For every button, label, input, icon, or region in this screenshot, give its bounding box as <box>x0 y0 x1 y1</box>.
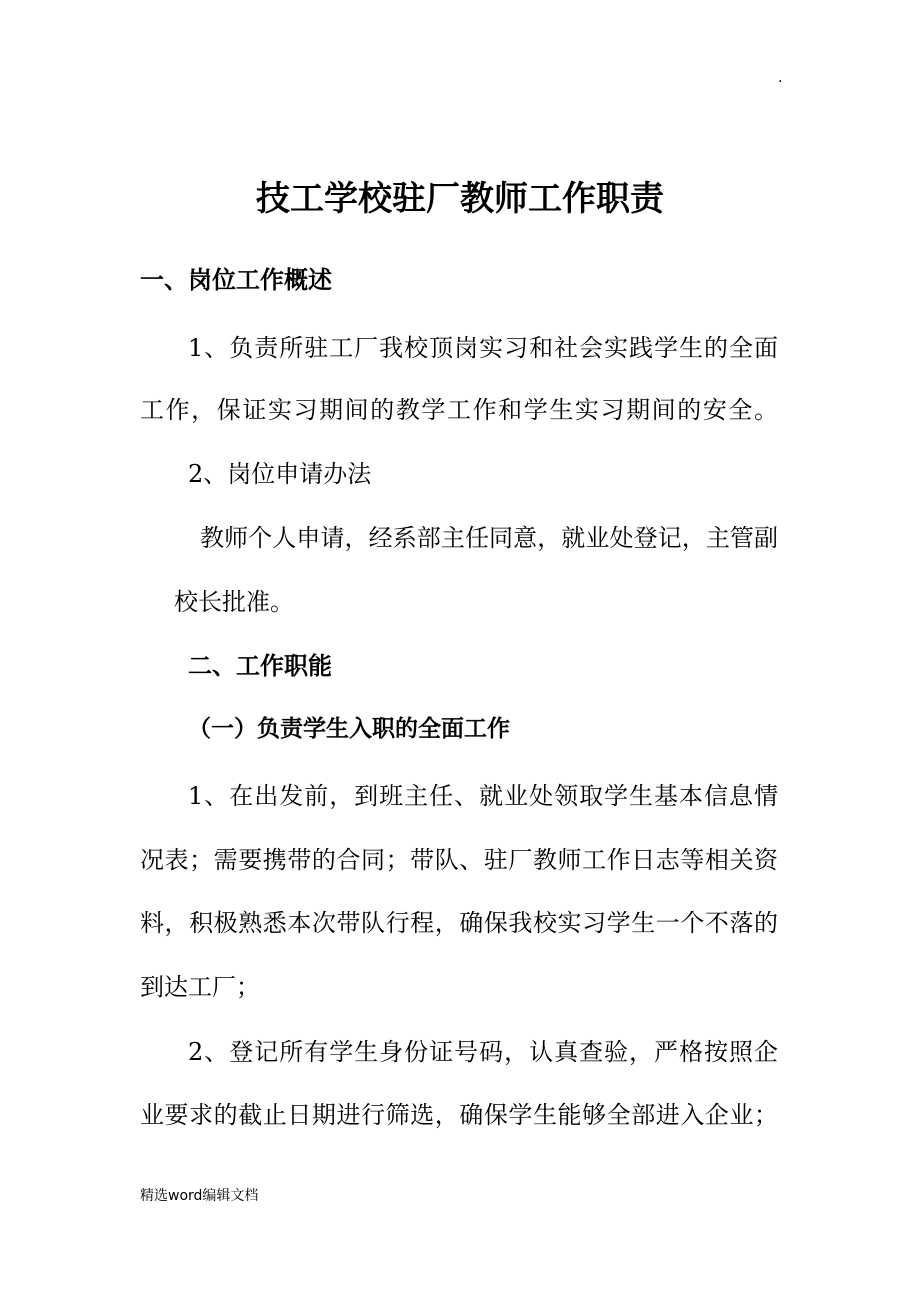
header-mark: . <box>778 70 783 86</box>
paragraph-line: 校长批准。 <box>174 588 294 616</box>
footer-note: 精选word编辑文档 <box>140 1188 259 1204</box>
section-heading-overview: 一、岗位工作概述 <box>140 266 332 294</box>
section-heading-functions: 二、工作职能 <box>188 652 332 680</box>
subsection-heading-onboarding: （一）负责学生入职的全面工作 <box>188 715 510 742</box>
paragraph-line: 到达工厂； <box>140 973 260 1001</box>
subheading-application: 2、岗位申请办法 <box>188 460 372 488</box>
paragraph-line: 工作，保证实习期间的教学工作和学生实习期间的安全。 <box>140 396 778 424</box>
paragraph-line: 1、在出发前，到班主任、就业处领取学生基本信息情 <box>188 782 778 810</box>
paragraph-line: 教师个人申请，经系部主任同意，就业处登记，主管副 <box>200 524 778 552</box>
paragraph-line: 1、负责所驻工厂我校顶岗实习和社会实践学生的全面 <box>188 334 778 362</box>
paragraph-line: 料，积极熟悉本次带队行程，确保我校实习学生一个不落的 <box>140 909 778 937</box>
paragraph-line: 况表；需要携带的合同；带队、驻厂教师工作日志等相关资 <box>140 846 778 874</box>
paragraph-line: 业要求的截止日期进行筛选，确保学生能够全部进入企业； <box>140 1101 778 1129</box>
paragraph-line: 2、登记所有学生身份证号码，认真查验，严格按照企 <box>188 1038 778 1066</box>
document-title: 技工学校驻厂教师工作职责 <box>256 179 664 219</box>
